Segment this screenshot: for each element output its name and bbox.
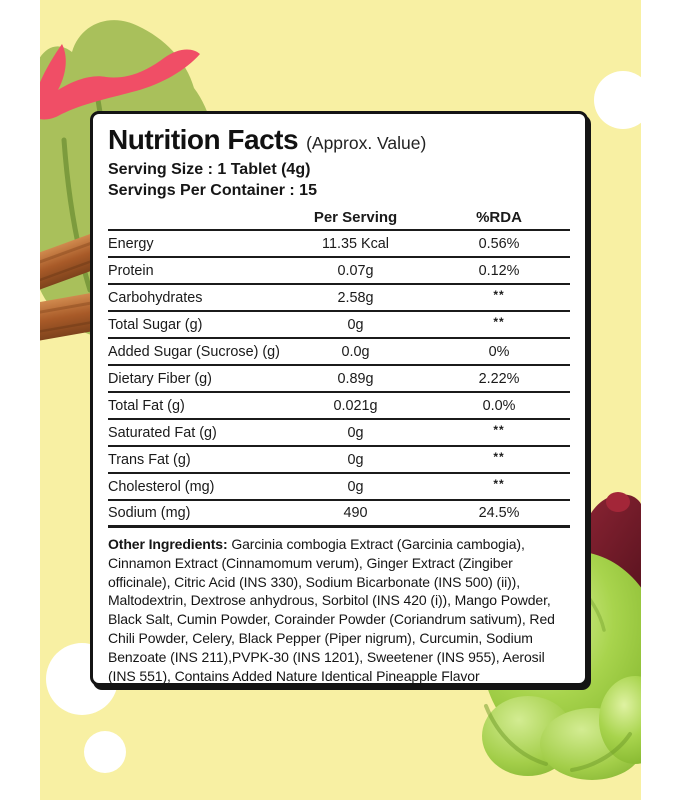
table-row bbox=[108, 258, 570, 285]
per-serving-value: 0.89g bbox=[337, 370, 374, 387]
white-circle-decoration bbox=[84, 731, 126, 773]
per-serving-value: 0.021g bbox=[333, 397, 378, 414]
rda-value: 0% bbox=[488, 343, 510, 360]
servings-per-container: Servings Per Container : 15 bbox=[108, 182, 317, 199]
table-row bbox=[108, 366, 570, 393]
nutrient-name: Energy bbox=[108, 235, 154, 252]
rda-value: ** bbox=[493, 287, 505, 302]
nutrient-name: Dietary Fiber (g) bbox=[108, 370, 212, 387]
other-ingredients bbox=[108, 535, 570, 685]
table-row bbox=[108, 312, 570, 339]
rda-value: ** bbox=[493, 449, 505, 464]
per-serving-value: 0g bbox=[347, 478, 364, 495]
per-serving-value: 0g bbox=[347, 316, 364, 333]
nutrient-name: Added Sugar (Sucrose) (g) bbox=[108, 343, 280, 360]
panel-title-suffix: (Approx. Value) bbox=[306, 133, 427, 153]
per-serving-value: 0.07g bbox=[337, 262, 374, 279]
per-serving-value: 0g bbox=[347, 451, 364, 468]
nutrient-name: Protein bbox=[108, 262, 154, 279]
per-serving-value: 0g bbox=[347, 424, 364, 441]
other-ingredients-text: Garcinia combogia Extract (Garcinia cambogia), Cinnamon Extract (Cinnamomum verum), Ginger Extract (Zingiber officinale), Citric Acid (INS 330), Sodium Bicarbonate (INS 500) (ii)), Maltodextrin, Dextrose anhydrous, Sorbitol (INS 420 (i)), Mango Powder, Black Salt, Cumin Powder, Corainder Powder (Coriandrum sativum), Red Chili Powder, Celery, Black Pepper (Piper nigrum), Curcumin, Sodium Benzoate (INS 211),PVPK-30 (INS 1201), Sweetener (INS 955), Aerosil (INS 551), Contains Added Nature Identical Pineapple Flavor bbox=[108, 536, 555, 684]
table-row bbox=[108, 393, 570, 420]
per-serving-value: 0.0g bbox=[341, 343, 370, 360]
per-serving-value: 490 bbox=[343, 505, 368, 521]
rda-value: 24.5% bbox=[478, 505, 520, 521]
column-per-serving: Per Serving bbox=[313, 209, 398, 226]
rda-value: 0.56% bbox=[478, 235, 520, 252]
rda-value: 0.12% bbox=[478, 262, 520, 279]
per-serving-value: 2.58g bbox=[337, 289, 374, 306]
table-row bbox=[108, 447, 570, 474]
nutrient-name: Saturated Fat (g) bbox=[108, 424, 217, 441]
rda-value: ** bbox=[493, 422, 505, 437]
serving-size: Serving Size : 1 Tablet (4g) bbox=[108, 161, 311, 178]
panel-header bbox=[108, 124, 570, 156]
white-circle-decoration bbox=[594, 71, 641, 129]
rda-value: ** bbox=[493, 314, 505, 329]
nutrient-name: Trans Fat (g) bbox=[108, 451, 191, 468]
nutrient-name: Sodium (mg) bbox=[108, 505, 191, 521]
table-row bbox=[108, 339, 570, 366]
table-row bbox=[108, 501, 570, 528]
nutrient-name: Total Sugar (g) bbox=[108, 316, 203, 333]
nutrient-name: Total Fat (g) bbox=[108, 397, 185, 414]
panel-title: Nutrition Facts bbox=[108, 124, 299, 155]
table-row bbox=[108, 285, 570, 312]
nutrient-name: Cholesterol (mg) bbox=[108, 478, 215, 495]
table-header-row bbox=[108, 207, 570, 231]
column-rda: %RDA bbox=[476, 209, 522, 226]
table-row bbox=[108, 231, 570, 258]
rda-value: 0.0% bbox=[482, 397, 516, 414]
table-row bbox=[108, 420, 570, 447]
nutrient-name: Carbohydrates bbox=[108, 289, 203, 306]
nutrition-facts-panel bbox=[90, 111, 588, 686]
rda-value: 2.22% bbox=[478, 370, 520, 387]
nutrition-table bbox=[108, 231, 570, 528]
other-ingredients-label: Other Ingredients: bbox=[108, 536, 228, 552]
per-serving-value: 11.35 Kcal bbox=[322, 235, 389, 252]
table-row bbox=[108, 474, 570, 501]
rda-value: ** bbox=[493, 476, 505, 491]
